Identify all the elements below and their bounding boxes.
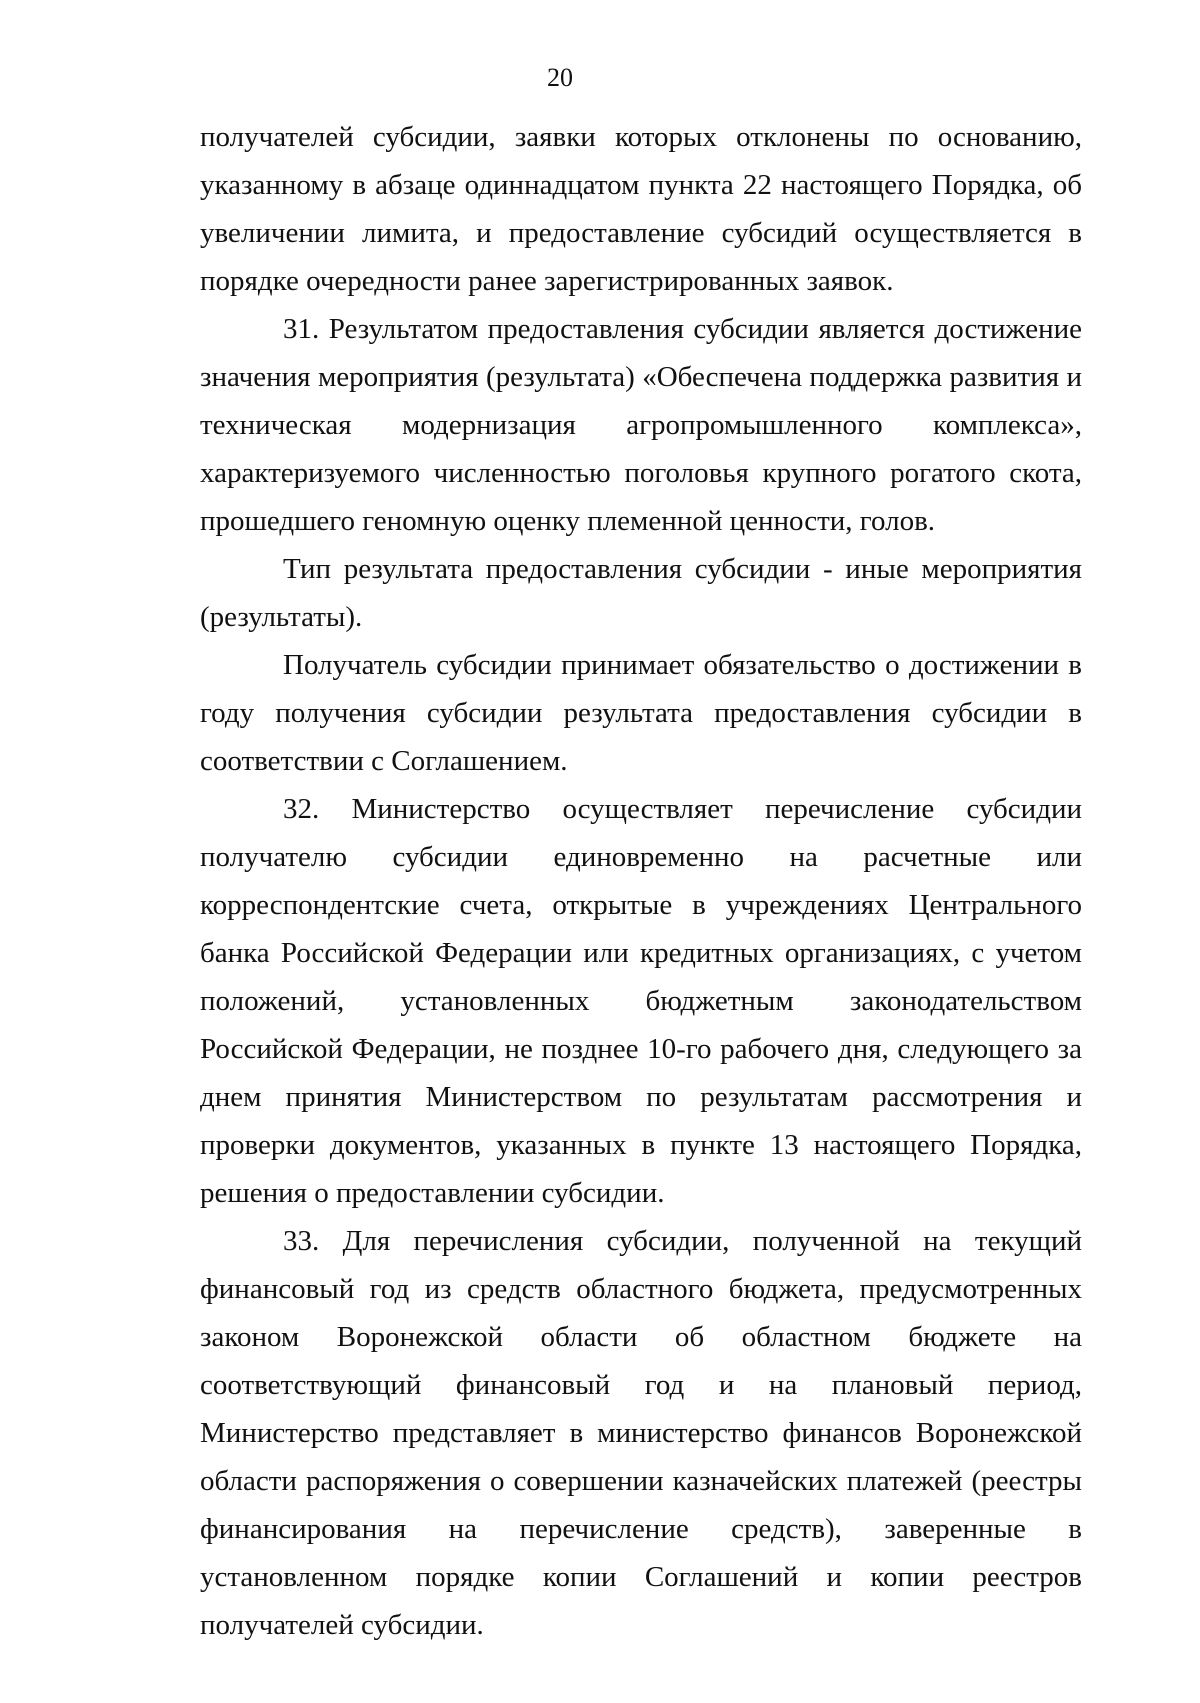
paragraph-31-obligation: Получатель субсидии принимает обязательство о достижении в году получения субсидии результата предоставления субсидии в соответствии с Соглашением. — [200, 649, 1082, 777]
paragraph-31-result-type: Тип результата предоставления субсидии - иные мероприятия (результаты). — [200, 553, 1082, 633]
paragraph-32: 32. Министерство осуществляет перечисление субсидии получателю субсидии единовременно на расчетные или корреспондентские счета, открытые в учреждениях Центрального банка Российской Федерации или кредитных организациях, с учетом положений, установленных бюджетным законодательством Российской Федерации, не позднее 10-го рабочего дня, следующего за днем принятия Министерством по результатам рассмотрения и проверки документов, указанных в пункте 13 настоящего Порядка, решения о предоставлении субсидии. — [200, 793, 1082, 1209]
paragraph-continuation: получателей субсидии, заявки которых отклонены по основанию, указанному в абзаце одиннадцатом пункта 22 настоящего Порядка, об увеличении лимита, и предоставление субсидий осуществляется в порядке очередности ранее зарегистрированных заявок. — [200, 121, 1082, 297]
document-body — [200, 113, 1082, 1649]
page-number: 20 — [547, 63, 573, 92]
paragraph-33: 33. Для перечисления субсидии, полученной на текущий финансовый год из средств областного бюджета, предусмотренных законом Воронежской области об областном бюджете на соответствующий финансовый год и на плановый период, Министерство представляет в министерство финансов Воронежской области распоряжения о совершении казначейских платежей (реестры финансирования на перечисление средств), заверенные в установленном порядке копии Соглашений и копии реестров получателей субсидии. — [200, 1225, 1082, 1641]
paragraph-31: 31. Результатом предоставления субсидии является достижение значения мероприятия (результата) «Обеспечена поддержка развития и техническая модернизация агропромышленного комплекса», характеризуемого численностью поголовья крупного рогатого скота, прошедшего геномную оценку племенной ценности, голов. — [200, 313, 1082, 537]
